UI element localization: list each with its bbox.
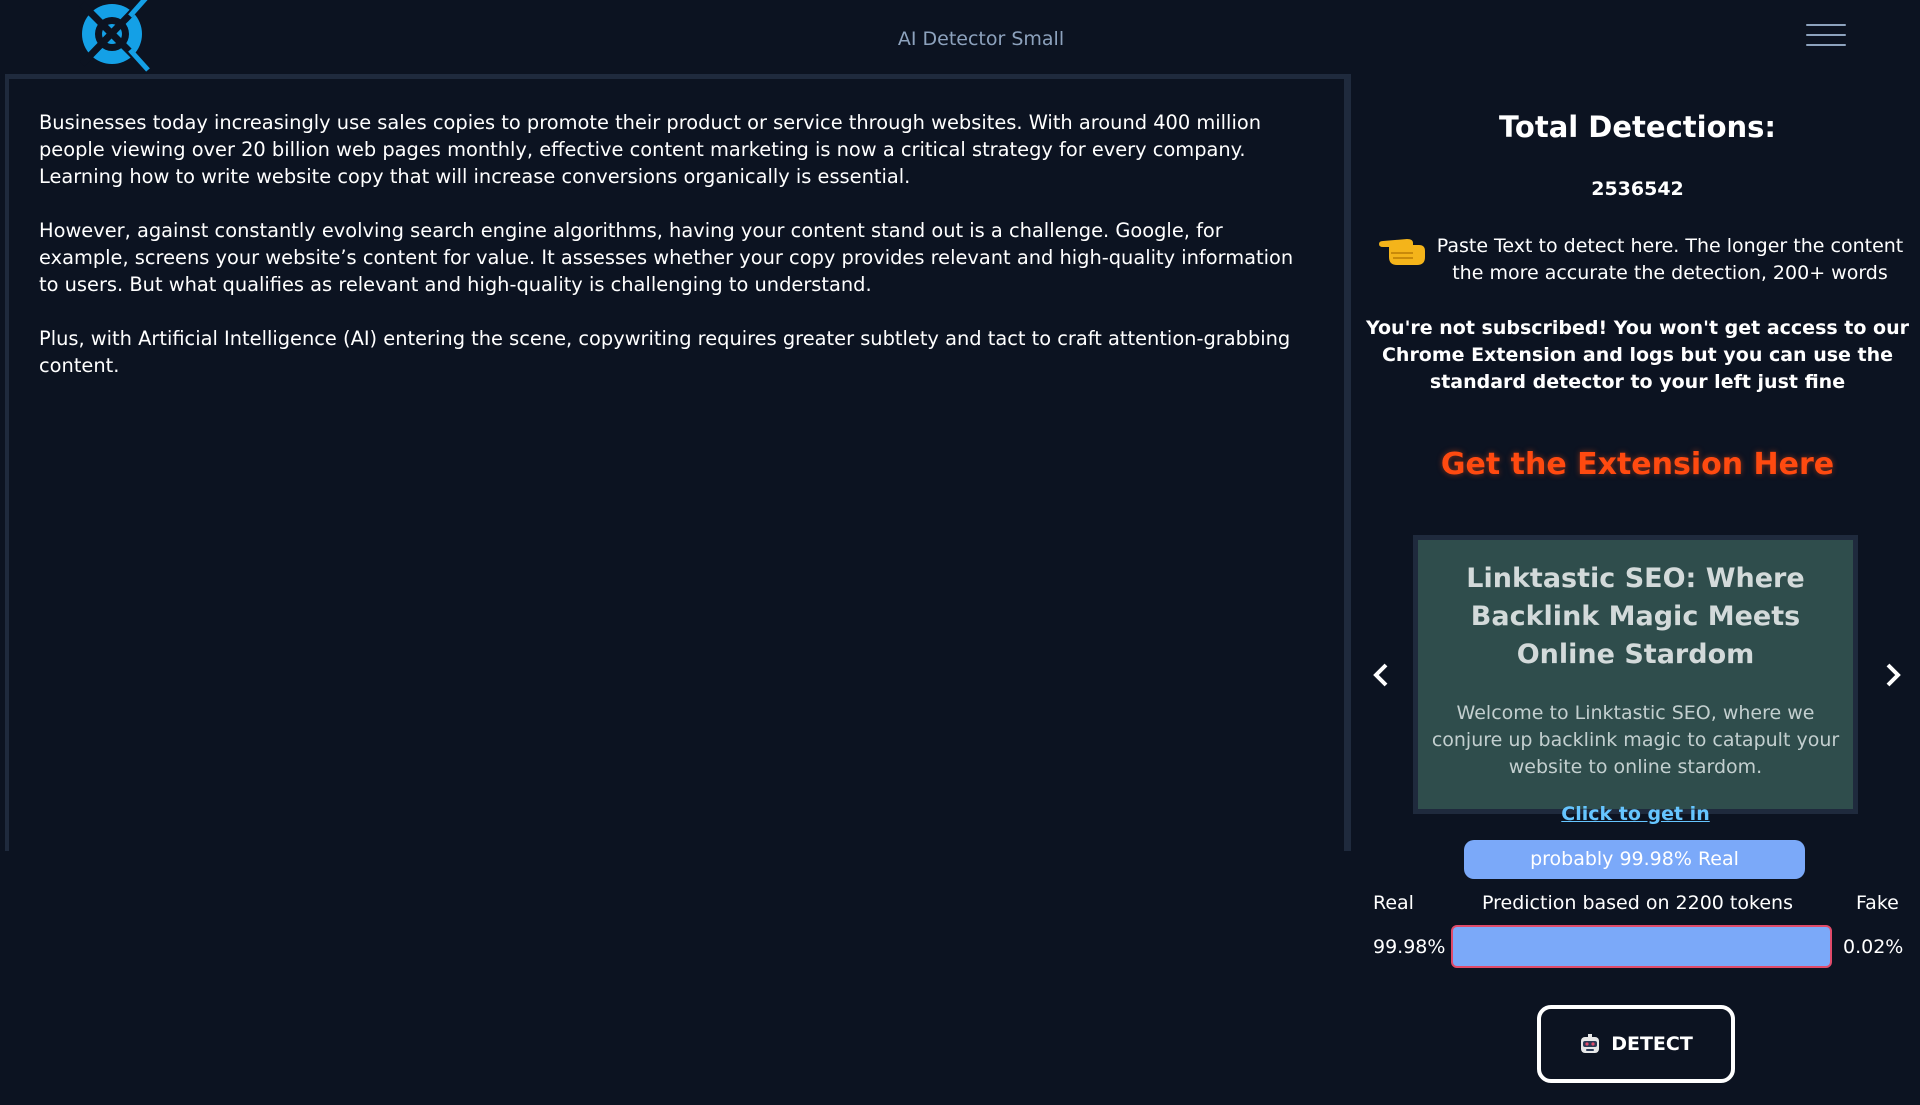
get-extension-link[interactable]: Get the Extension Here <box>1440 447 1835 482</box>
total-detections-count: 2536542 <box>1591 178 1684 200</box>
real-label: Real <box>1373 892 1414 914</box>
chevron-left-icon[interactable] <box>1368 660 1394 690</box>
prediction-label: Prediction based on 2200 tokens <box>1482 892 1793 914</box>
real-fake-meter <box>1451 925 1832 968</box>
side-panel <box>1355 0 1920 1105</box>
real-meter-fill <box>1453 927 1830 966</box>
ad-cta-link[interactable]: Click to get in <box>1561 803 1710 825</box>
editor-paragraph: Businesses today increasingly use sales copies to promote their product or service through websites. With around 400 million people viewing over 20 billion web pages monthly, effective content marketing is now a critical strategy for every company. Learning how to write website copy that will increase conversions organically is essential. <box>39 111 1261 188</box>
editor-paragraph: Plus, with Artificial Intelligence (AI) entering the scene, copywriting requires greater subtlety and tact to craft attention-grabbing content. <box>39 327 1291 377</box>
pointing-hand-icon <box>1379 227 1427 267</box>
fake-label: Fake <box>1856 892 1899 914</box>
subscription-notice: You're not subscribed! You won't get access to our Chrome Extension and logs but you can use the standard detector to your left just fine <box>1365 317 1910 393</box>
detect-button[interactable] <box>1537 1005 1735 1083</box>
editor-paragraph: However, against constantly evolving search engine algorithms, having your content stand out is a challenge. Google, for example, screens your website’s content for value. It assesses whether your copy provides relevant and high-quality information to users. But what qualifies as relevant and high-quality is challenging to understand. <box>39 219 1294 296</box>
ad-description: Welcome to Linktastic SEO, where we conjure up backlink magic to catapult your website to online stardom. <box>1431 702 1840 778</box>
ad-title: Linktastic SEO: Where Backlink Magic Meets Online Stardom <box>1466 563 1805 670</box>
real-percent: 99.98% <box>1373 936 1446 958</box>
ad-card <box>1413 535 1858 825</box>
chevron-right-icon[interactable] <box>1880 660 1906 690</box>
detect-button-label: DETECT <box>1611 1033 1693 1055</box>
total-detections-title: Total Detections: <box>1498 110 1776 144</box>
verdict-badge: probably 99.98% Real <box>1464 840 1805 879</box>
app-title: AI Detector Small <box>897 28 1065 50</box>
fake-percent: 0.02% <box>1843 936 1904 958</box>
robot-face-icon <box>1579 1033 1601 1055</box>
paste-hint-text: Paste Text to detect here. The longer the content the more accurate the detection, 200+ words <box>1436 235 1904 284</box>
text-input-area[interactable] <box>5 74 1351 851</box>
